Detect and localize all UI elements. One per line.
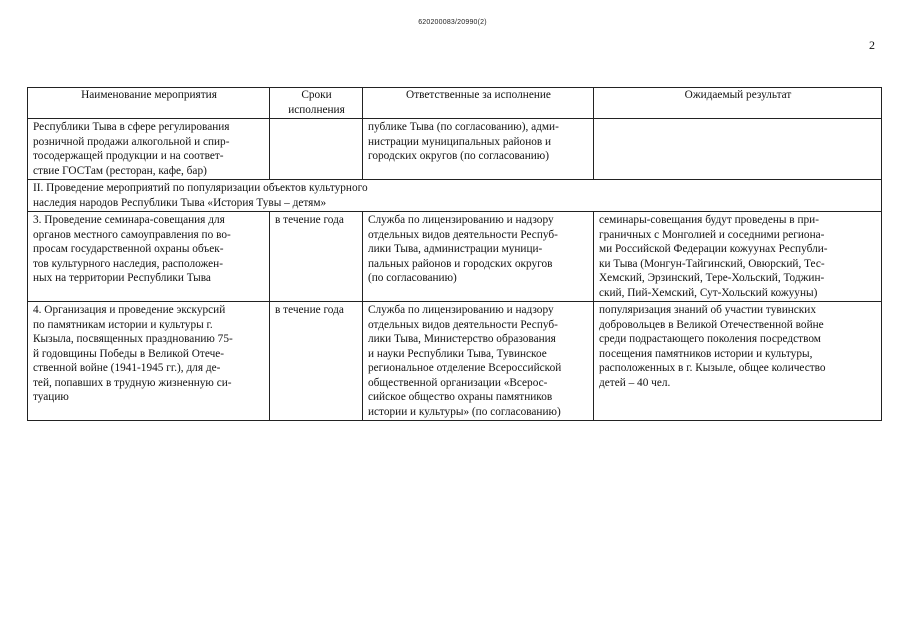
text-line: в течение года [275,304,344,316]
table-row-continuation [28,119,882,180]
text-line: истории и культуры» (по согласованию) [368,405,561,418]
text-line: отдельных видов деятельности Респуб- [368,228,558,241]
text-line: по памятникам истории и культуры г. [33,318,213,331]
text-line: Республики Тыва в сфере регулирования [33,121,230,133]
text-line: региональное отделение Всероссийской [368,362,562,374]
cell-responsible [363,302,594,421]
text-line: граничных с Монголией и соседними региона- [599,228,825,241]
text-line: отдельных видов деятельности Респуб- [368,318,558,331]
page-number: 2 [869,38,875,52]
text-line: просам государственной охраны объек- [33,243,224,255]
cell-result [594,119,882,180]
text-line: Служба по лицензированию и надзору [368,214,554,226]
cell-term [270,119,363,180]
text-line: лики Тыва, Министерство образования [368,333,556,345]
text-line: Наименование мероприятия [81,89,217,101]
document-id: 620200083/20990(2) [418,19,487,26]
table-row [28,212,882,302]
text-line: среди подрастающего поколения посредством [599,333,821,345]
text-line: ский, Пий-Хемский, Сут-Хольский кожууны) [599,286,818,299]
cell-result [594,302,882,421]
header-event-name [28,88,270,119]
text-line: й годовщины Победы в Великой Отече- [33,347,225,360]
text-line: посещения памятников истории и культуры, [599,347,813,360]
text-line: популяризация знаний об участии тувинских [599,304,816,316]
table-row [28,302,882,421]
text-line: Ответственные за исполнение [406,89,551,101]
cell-event-name [28,302,270,421]
text-line: Кызыла, посвященных празднованию 75- [33,333,233,345]
text-line: Хемский, Эрзинский, Тере-Хольский, Тоджин- [599,272,825,284]
text-line: лики Тыва, администрации муници- [368,243,543,255]
text-line: пальных районов и городских округов [368,257,553,270]
text-line: сийское общество охраны памятников [368,391,553,403]
text-line: Служба по лицензированию и надзору [368,304,554,316]
header-responsible [363,88,594,119]
section-heading [28,180,882,212]
text-line: 4. Организация и проведение экскурсий [33,304,226,316]
text-line: в течение года [275,214,344,226]
text-line: ных на территории Республики Тыва [33,272,211,284]
text-line: наследия народов Республики Тыва «История Тувы – детям» [33,196,327,209]
text-line: 3. Проведение семинара-совещания для [33,214,225,226]
text-line: общественной организации «Всерос- [368,376,548,389]
text-line: нистрации муниципальных районов и [368,135,552,148]
cell-event-name [28,119,270,180]
section-heading-row [28,180,882,212]
text-line: расположенных в г. Кызыле, общее количество [599,362,826,374]
text-line: туацию [33,391,69,403]
text-line: тей, попавших в трудную жизненную си- [33,376,232,389]
text-line: ствие ГОСТам (ресторан, кафе, бар) [33,164,207,177]
text-line: детей – 40 чел. [599,376,671,389]
cell-responsible [363,119,594,180]
text-line: тов культурного наследия, расположен- [33,257,223,270]
text-line: тосодержащей продукции и на соответ- [33,150,224,162]
cell-term [270,212,363,302]
cell-event-name [28,212,270,302]
text-line: (по согласованию) [368,272,457,284]
text-line: городских округов (по согласованию) [368,150,549,162]
text-line: Ожидаемый результат [684,89,792,101]
text-line: ственной войне (1941-1945 гг.), для де- [33,362,221,374]
text-line: исполнения [288,103,345,116]
cell-responsible [363,212,594,302]
text-line: Сроки [301,89,332,101]
text-line: органов местного самоуправления по во- [33,228,231,241]
text-line: ми Российской Федерации кожуунах Республи- [599,243,828,255]
events-plan-table [27,87,882,421]
text-line: добровольцев в Великой Отечественной войне [599,318,824,331]
text-line: II. Проведение мероприятий по популяризации объектов культурного [33,182,368,194]
header-row [28,88,882,119]
text-line: розничной продажи алкогольной и спир- [33,135,230,148]
text-line: публике Тыва (по согласованию), адми- [368,121,559,133]
text-line: семинары-совещания будут проведены в при- [599,214,819,226]
text-line: и науки Республики Тыва, Тувинское [368,347,547,360]
header-expected-result [594,88,882,119]
text-line: ки Тыва (Монгун-Тайгинский, Овюрский, Тес- [599,257,825,270]
cell-term [270,302,363,421]
cell-result [594,212,882,302]
header-terms [270,88,363,119]
